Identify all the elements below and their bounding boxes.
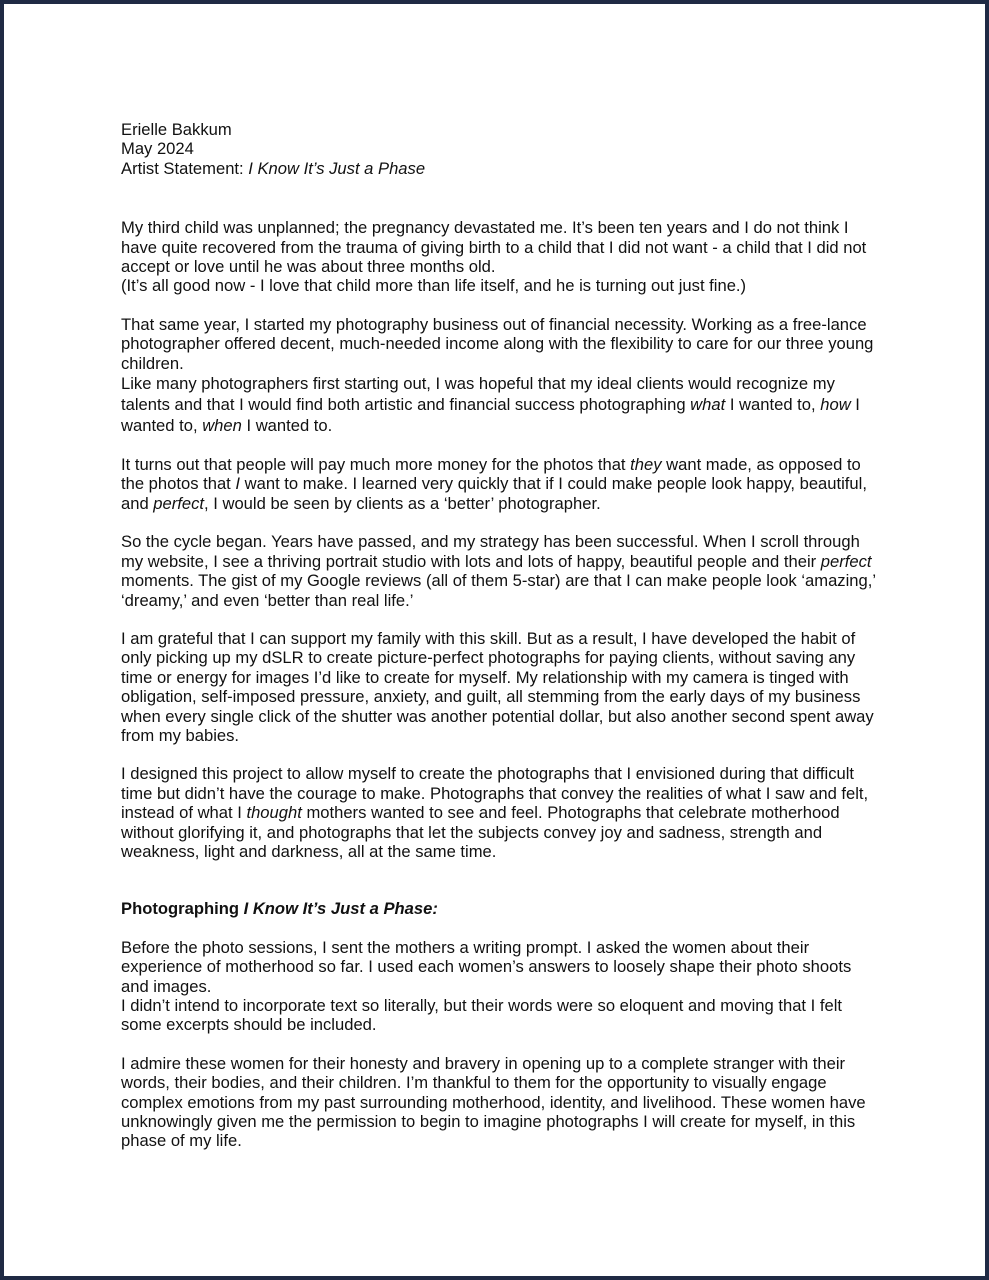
paragraph-5: I am grateful that I can support my family with this skill. But as a result, I have developed the habit of only picking up my dSLR to create picture-perfect photographs for paying clients, without saving any time or energy for images I’d like to create for myself. My relationship with my camera is tinged with obligation, self-imposed pressure, anxiety, and guilt, all stemming from the early days of my business when every single click of the shutter was another potential dollar, but also another second spent away from my babies. — [121, 628, 874, 745]
heading-prefix: Photographing — [121, 899, 244, 919]
text-run: It turns out that people will pay much more money for the photos that — [121, 455, 631, 475]
title-prefix: Artist Statement: — [121, 158, 249, 178]
italic-run: they — [630, 455, 662, 475]
title-italic: I Know It’s Just a Phase — [248, 158, 426, 178]
italic-run: thought — [246, 803, 302, 823]
text-run: I wanted to, — [725, 395, 821, 415]
text-run: I wanted to, — [121, 395, 860, 436]
italic-run: what — [690, 395, 726, 415]
text-run: want made, as opposed to the photos that — [121, 455, 861, 494]
text-run: I designed this project to allow myself to create the photographs that I envisioned during that difficult time but didn’t have the courage to make. Photographs that convey the realities of what I saw and felt, instead of what I — [121, 764, 869, 823]
text-run: Like many photographers first starting out, I was hopeful that my ideal clients would recognize my talents and that I would find both artistic and financial success photographing — [121, 374, 835, 415]
italic-run: I — [235, 474, 241, 494]
text-run: moments. The gist of my Google reviews (all of them 5-star) are that I can make people look ‘amazing,’ ‘dreamy,’ and even ‘better than real life.’ — [121, 571, 876, 610]
text-run: want to make. I learned very quickly that if I could make people look happy, beautiful, and — [121, 474, 867, 513]
text-run: mothers wanted to see and feel. Photographs that celebrate motherhood without glorifying it, and photographs that let the subjects convey joy and sadness, strength and weakness, light and darkness, all at the same time. — [121, 803, 840, 861]
author-name: Erielle Bakkum — [121, 120, 232, 139]
italic-run: perfect — [820, 551, 872, 571]
text-run: , I would be seen by clients as a ‘better’ photographer. — [204, 493, 601, 513]
section-heading — [121, 899, 881, 918]
paragraph-2-text: That same year, I started my photography business out of financial necessity. Working as a free-lance photographer offered decent, much-needed income along with the flexibility to care for our three young children. — [121, 314, 874, 373]
paragraph-4 — [121, 532, 881, 610]
paragraph-1-aside: (It’s all good now - I love that child more than life itself, and he is turning out just fine.) — [121, 276, 747, 296]
document-title — [121, 159, 881, 178]
paragraph-7-text: Before the photo sessions, I sent the mothers a writing prompt. I asked the women about their experience of motherhood so far. I used each women’s answers to loosely shape their photo shoots and images. — [121, 937, 852, 996]
document-body — [121, 120, 881, 1151]
italic-run: perfect — [153, 493, 205, 513]
paragraph-8: I admire these women for their honesty and bravery in opening up to a complete stranger with their words, their bodies, and their children. I’m thankful to them for the opportunity to visually engage complex emotions from my past surrounding motherhood, identity, and livelihood. These women have unknowingly given me the permission to begin to imagine photographs I will create for myself, in this phase of my life. — [121, 1053, 866, 1151]
paragraph-7-continued: I didn’t intend to incorporate text so literally, but their words were so eloquent and moving that I felt some excerpts should be included. — [121, 996, 842, 1035]
paragraph-1-text: My third child was unplanned; the pregnancy devastated me. It’s been ten years and I do not think I have quite recovered from the trauma of giving birth to a child that I did not want - a child that I did not accept or love until he was about three months old. — [121, 218, 867, 277]
heading-italic: I Know It’s Just a Phase: — [243, 899, 438, 919]
paragraph-3 — [121, 455, 881, 513]
document-date: May 2024 — [121, 139, 194, 159]
paragraph-2 — [121, 315, 881, 436]
text-run: I wanted to. — [241, 416, 333, 436]
document-header — [121, 120, 881, 178]
paragraph-1 — [121, 218, 881, 296]
italic-run: when — [202, 416, 242, 436]
paragraph-2-continued — [121, 373, 881, 436]
text-run: So the cycle began. Years have passed, and my strategy has been successful. When I scroll through my website, I see a thriving portrait studio with lots and lots of happy, beautiful people and their — [121, 532, 860, 571]
italic-run: how — [820, 395, 851, 415]
paragraph-7 — [121, 938, 881, 1035]
paragraph-6 — [121, 764, 881, 861]
